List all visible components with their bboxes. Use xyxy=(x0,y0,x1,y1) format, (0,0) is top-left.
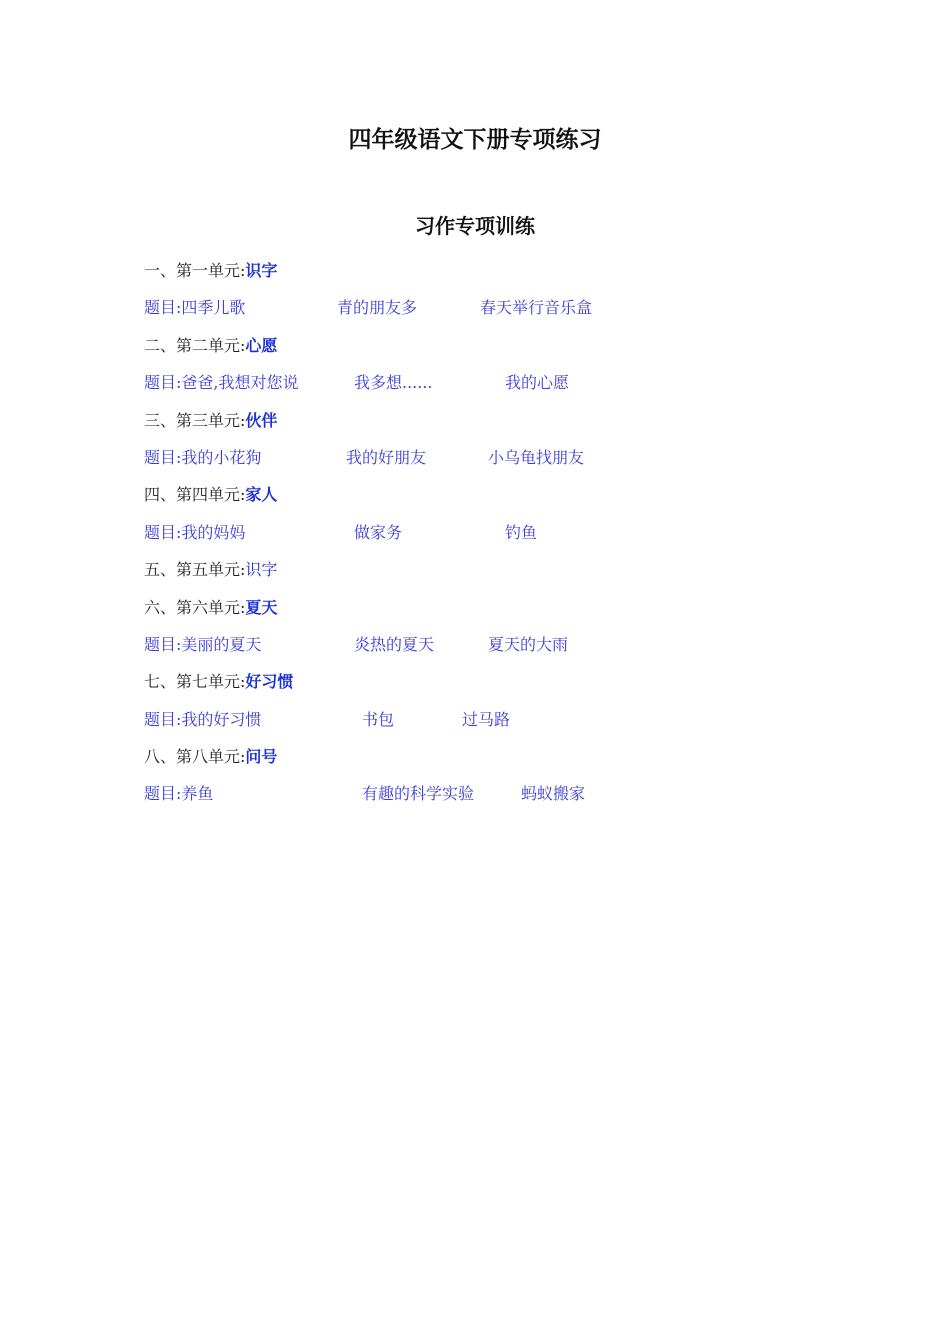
topic-item xyxy=(144,514,245,551)
unit-list xyxy=(144,252,844,813)
topics-row xyxy=(144,439,844,476)
topics-prefix: 题目: xyxy=(144,298,182,318)
topics-row xyxy=(144,701,844,738)
unit-row xyxy=(144,476,844,513)
topics-row xyxy=(144,626,844,663)
unit-label: 七、第七单元: xyxy=(144,672,246,692)
topics-prefix: 题目: xyxy=(144,447,182,467)
topic-item xyxy=(144,775,213,812)
topic-text: 美丽的夏天 xyxy=(181,634,262,654)
topics-prefix: 题目: xyxy=(144,784,182,804)
topic-item: 我多想...... xyxy=(354,373,433,393)
unit-theme: 识字 xyxy=(245,261,278,280)
topic-item: 我的心愿 xyxy=(505,373,570,393)
unit-row xyxy=(144,663,844,700)
unit-row xyxy=(144,551,844,588)
unit-row xyxy=(144,327,844,364)
topic-item xyxy=(144,439,261,476)
topics-prefix: 题目: xyxy=(144,709,182,729)
page-title: 四年级语文下册专项练习 xyxy=(348,127,602,153)
unit-row xyxy=(144,402,844,439)
topic-item: 书包 xyxy=(362,709,395,729)
unit-label: 三、第三单元: xyxy=(144,410,246,430)
unit-theme: 问号 xyxy=(245,747,278,767)
topic-item: 炎热的夏天 xyxy=(354,634,435,654)
unit-theme: 家人 xyxy=(245,485,278,505)
topics-row xyxy=(144,289,844,326)
topic-text: 我的小花狗 xyxy=(181,447,262,467)
unit-theme: 夏天 xyxy=(245,597,278,617)
topic-item: 春天举行音乐盒 xyxy=(480,298,593,318)
topic-text: 四季儿歌 xyxy=(181,298,246,318)
unit-theme: 心愿 xyxy=(245,335,278,355)
topic-item: 做家务 xyxy=(354,522,403,542)
topics-prefix: 题目: xyxy=(144,634,182,654)
unit-label: 四、第四单元: xyxy=(144,485,246,505)
unit-theme: 伙伴 xyxy=(245,410,278,430)
unit-label: 一、第一单元: xyxy=(144,261,246,280)
unit-label: 六、第六单元: xyxy=(144,597,246,617)
topic-item xyxy=(144,364,299,401)
topic-item: 过马路 xyxy=(462,709,511,729)
topics-row xyxy=(144,775,844,812)
unit-label: 五、第五单元: xyxy=(144,560,246,580)
unit-row xyxy=(144,738,844,775)
section-subtitle: 习作专项训练 xyxy=(415,214,535,238)
topic-item xyxy=(144,701,261,738)
topic-item: 小乌龟找朋友 xyxy=(488,447,585,467)
topic-item xyxy=(144,626,261,663)
unit-theme: 识字 xyxy=(245,560,278,580)
topic-item: 钓鱼 xyxy=(505,522,538,542)
unit-theme: 好习惯 xyxy=(245,672,294,692)
topic-item: 有趣的科学实验 xyxy=(362,784,475,804)
topic-text: 我的好习惯 xyxy=(181,709,262,729)
topic-text: 养鱼 xyxy=(181,784,214,804)
topic-item: 蚂蚁搬家 xyxy=(521,784,586,804)
topic-text: 爸爸,我想对您说 xyxy=(181,373,299,393)
topic-item: 我的好朋友 xyxy=(346,447,427,467)
topic-text: 我的妈妈 xyxy=(181,522,246,542)
unit-label: 八、第八单元: xyxy=(144,747,246,767)
topics-prefix: 题目: xyxy=(144,373,182,393)
unit-row xyxy=(144,252,844,289)
topic-item: 青的朋友多 xyxy=(337,298,418,318)
topics-prefix: 题目: xyxy=(144,522,182,542)
topics-row xyxy=(144,514,844,551)
topic-item xyxy=(144,289,245,326)
unit-row xyxy=(144,589,844,626)
topic-item: 夏天的大雨 xyxy=(488,634,569,654)
unit-label: 二、第二单元: xyxy=(144,335,246,355)
topics-row xyxy=(144,364,844,401)
